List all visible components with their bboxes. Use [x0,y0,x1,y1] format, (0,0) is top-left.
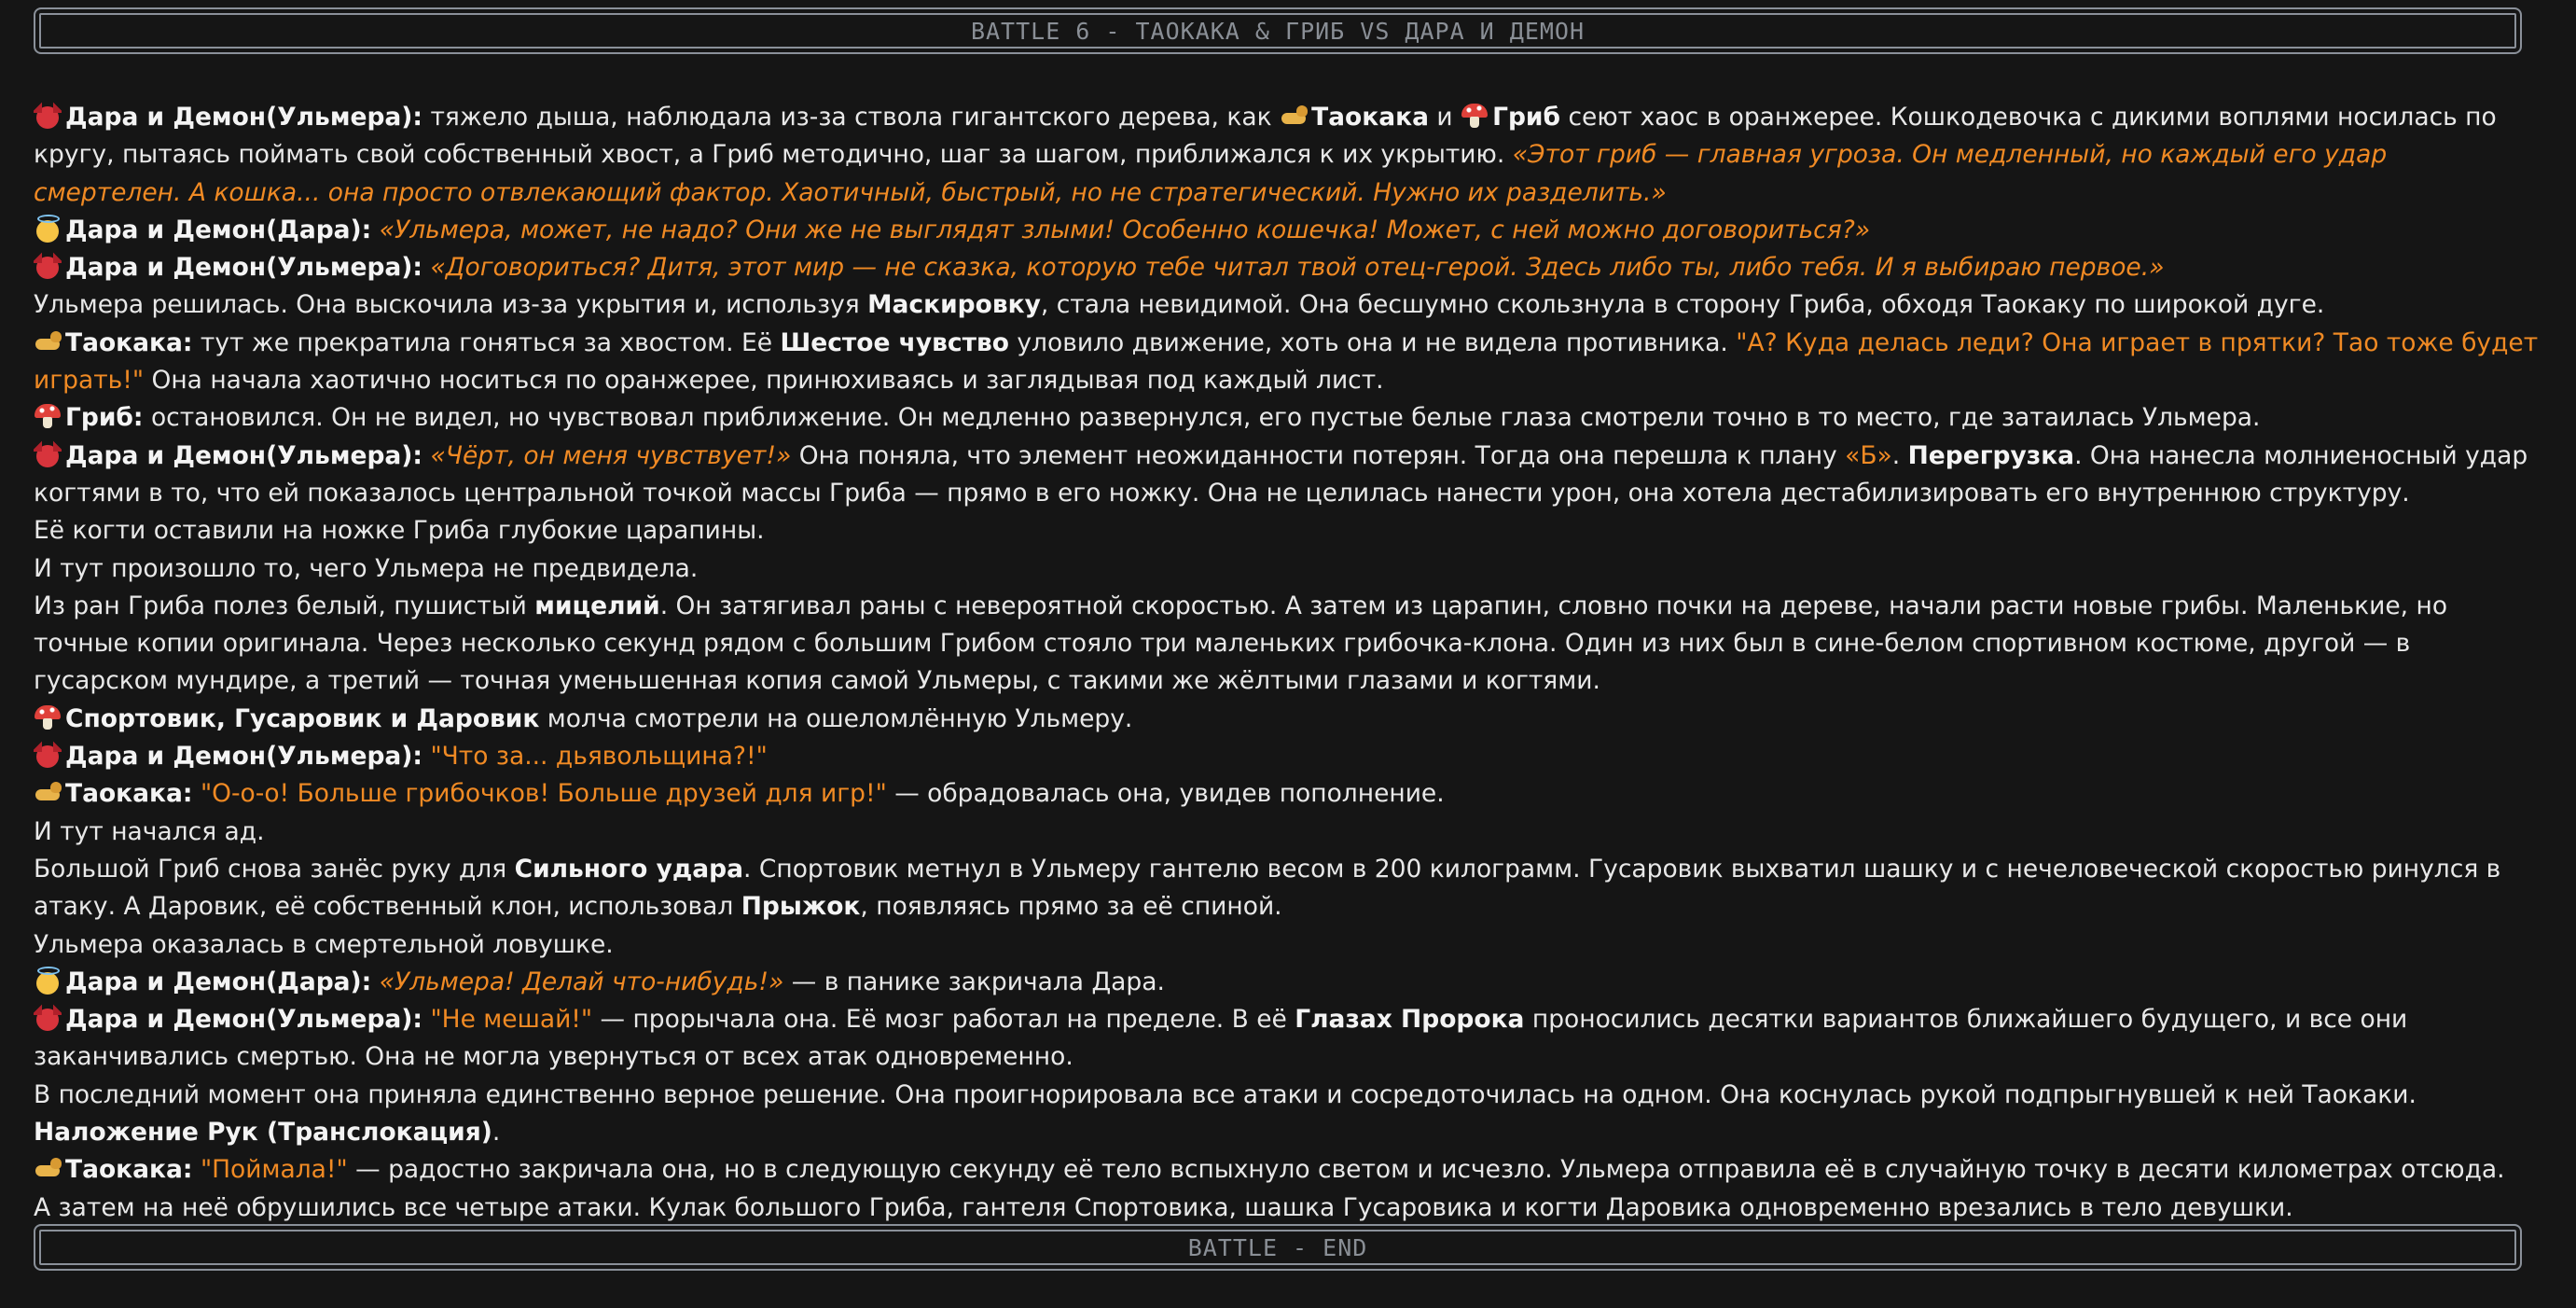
thought-quote: «Чёрт, он меня чувствует!» [430,440,792,470]
cat-icon [34,327,62,355]
narration-text: уловило движение, хоть она и не видела противника. [1008,327,1737,357]
log-entry-6 [34,399,2542,437]
dialogue-quote: "А? Куда делась леди? Она играет в прятки? Тао тоже будет играть!" [34,327,2539,396]
character-names: Спортовик, Гусаровик и Даровик [65,703,540,733]
speaker-name: Таокака: [65,327,193,357]
speaker-name: Таокака: [65,1155,193,1185]
narration-text: остановился. Он не видел, но чувствовал приближение. Он медленно развернулся, его пустые белые глаза смотрели точно в то место, где затаилась Ульмера. [143,403,2261,433]
narration-text: тут же прекратила гоняться за хвостом. Её [192,327,781,357]
narration-text: — радостно закричала она, но в следующую секунду её тело вспыхнуло светом и исчезло. Ульмера отправила её в случайную точку в десяти километрах отсюда. [347,1155,2505,1185]
narration-text: сеют хаос в оранжерее. Кошкодевочка с дикими воплями носилась по кругу, пытаясь поймать свой собственный хвост, а Гриб методично, шаг за шагом, приближался к их укрытию. [34,103,2497,170]
dialogue-quote: "Не мешай!" [430,1005,593,1035]
speaker-name: Дара и Демон(Дара): [65,215,372,244]
angel-face-icon [34,967,62,995]
log-entry-5 [34,325,2542,400]
mushroom-icon [34,402,62,430]
speaker-name: Дара и Демон(Ульмера): [65,1005,423,1035]
mushroom-icon [34,703,62,731]
log-entry-9: И тут произошло то, чего Ульмера не предвидела. [34,553,699,583]
log-entry-1 [34,99,2542,212]
devil-face-icon [34,252,62,280]
log-entry-2 [34,212,2542,249]
plan-label: «Б» [1845,440,1892,470]
narration-text: и [1429,103,1461,132]
narration-text: — прорычала она. Её мозг работал на пределе. В её [592,1005,1295,1035]
log-entry-14: И тут начался ад. [34,816,265,846]
narration-text: , стала невидимой. Она бесшумно скользнула в сторону Гриба, обходя Таокаку по широкой дуге. [1040,290,2325,320]
thought-quote: «Этот гриб — главная угроза. Он медленный, но каждый его удар смертелен. А кошка... она просто отвлекающий фактор. Хаотичный, быстрый, но не стратегический. Нужно их разделить.» [34,140,2388,207]
narration-text: тяжело дыша, наблюдала из-за ствола гигантского дерева, как [422,103,1281,132]
speaker-name: Дара и Демон(Ульмера): [65,103,423,132]
cat-icon [1280,102,1308,130]
devil-face-icon [34,102,62,130]
speaker-name: Гриб: [65,403,144,433]
log-entry-3 [34,249,2542,286]
log-entry-17 [34,964,2542,1001]
narration-text: молча смотрели на ошеломлённую Ульмеру. [539,703,1133,733]
skill-name: Шестое чувство [780,327,1009,357]
angel-face-icon [34,215,62,243]
narration-text: , появляясь прямо за её спиной. [860,892,1282,922]
devil-face-icon [34,1004,62,1032]
log-entry-18 [34,1001,2542,1077]
battle-end-title: BATTLE - END [1187,1233,1368,1261]
devil-face-icon [34,440,62,468]
log-entry-12 [34,738,2542,775]
dialogue-quote: "О-о-о! Больше грибочков! Больше друзей для игр!" [200,779,887,809]
narration-text: . Он затягивал раны с невероятной скоростью. А затем из царапин, словно почки на дереве, начали расти новые грибы. Маленькие, но точные копии оригинала. Через несколько секунд рядом с большим Грибом стояло три маленьких грибочка-клона. Один из них был в сине-белом спортивном костюме, другой — в гусарском мундире, а третий — точная уменьшенная копия самой Ульмеры, с такими же жёлтыми глазами и когтями. [34,591,2448,696]
narration-text: Она начала хаотично носиться по оранжерее, принюхиваясь и заглядывая под каждый лист. [144,366,1384,396]
narration-text: Большой Гриб снова занёс руку для [34,854,515,884]
narration-text: Она поняла, что элемент неожиданности потерян. Тогда она перешла к плану [791,440,1846,470]
skill-name: Наложение Рук (Транслокация) [34,1118,492,1148]
narration-text: — в панике закричала Дара. [783,967,1165,996]
dialogue-quote: «Ульмера, может, не надо? Они же не выглядят злыми! Особенно кошечка! Может, с ней можно договориться?» [379,215,1871,244]
log-entry-7 [34,438,2542,513]
character-name: Таокака [1311,103,1429,132]
narration-text: . [492,1118,501,1148]
skill-name: Прыжок [741,892,861,922]
skill-name: Сильного удара [514,854,744,884]
narration-text: . Спортовик метнул в Ульмеру гантелю весом в 200 килограмм. Гусаровик выхватил шашку и с нечеловеческой скоростью ринулся в атаку. А Даровик, её собственный клон, использовал [34,854,2501,922]
log-entry-16: Ульмера оказалась в смертельной ловушке. [34,929,614,959]
narration-text: проносились десятки вариантов ближайшего будущего, и все они заканчивались смертью. Она не могла увернуться от всех атак одновременно. [34,1005,2408,1072]
log-entry-10 [34,588,2542,701]
dialogue-quote: «Договориться? Дитя, этот мир — не сказка, которую тебе читал твой отец-герой. Здесь либо ты, либо тебя. И я выбираю первое.» [430,253,2165,283]
narration-text: В последний момент она приняла единственно верное решение. Она проигнорировала все атаки и сосредоточилась на одном. Она коснулась рукой подпрыгнувшей к ней Таокаки. [34,1079,2417,1109]
dialogue-quote: "Поймала!" [200,1155,348,1185]
speaker-name: Дара и Демон(Ульмера): [65,440,423,470]
devil-face-icon [34,741,62,769]
narration-text: Из ран Гриба полез белый, пушистый [34,591,535,620]
skill-name: Глазах Пророка [1295,1005,1525,1035]
battle-end-banner [34,1224,2522,1271]
narration-text: — обрадовалась она, увидев пополнение. [886,779,1445,809]
cat-icon [34,1154,62,1182]
log-entry-20 [34,1151,2542,1189]
cat-icon [34,778,62,806]
speaker-name: Таокака: [65,779,193,809]
dialogue-quote: "Что за... дьявольщина?!" [430,742,768,772]
log-entry-4 [34,286,2542,324]
battle-start-title: BATTLE 6 - ТАОКАКА & ГРИБ VS ДАРА И ДЕМОН [970,17,1586,45]
speaker-name: Дара и Демон(Ульмера): [65,742,423,772]
speaker-name: Дара и Демон(Дара): [65,967,372,996]
battle-start-banner [34,7,2522,54]
narration-text: . [1891,440,1908,470]
narration-text: . Она нанесла молниеносный удар когтями в то, что ей показалось центральной точкой массы Гриба — прямо в его ножку. Она не целилась нанести урон, она хотела дестабилизировать его внутреннюю структуру. [34,440,2528,508]
log-entry-8: Её когти оставили на ножке Гриба глубокие царапины. [34,516,765,546]
skill-name: Перегрузка [1907,440,2075,470]
log-entry-11 [34,701,2542,738]
speaker-name: Дара и Демон(Ульмера): [65,253,423,283]
log-entry-15 [34,851,2542,926]
battle-log [34,99,2542,1227]
dialogue-quote: «Ульмера! Делай что-нибудь!» [379,967,784,996]
log-entry-21: А затем на неё обрушились все четыре атаки. Кулак большого Гриба, гантеля Спортовика, шашка Гусаровика и когти Даровика одновременно врезались в тело девушки. [34,1192,2293,1222]
skill-name: мицелий [534,591,660,620]
log-entry-13 [34,775,2542,813]
log-entry-19 [34,1077,2542,1152]
mushroom-icon [1461,102,1489,130]
narration-text: Ульмера решилась. Она выскочила из-за укрытия и, используя [34,290,868,320]
character-name: Гриб [1492,103,1561,132]
skill-name: Маскировку [867,290,1041,320]
